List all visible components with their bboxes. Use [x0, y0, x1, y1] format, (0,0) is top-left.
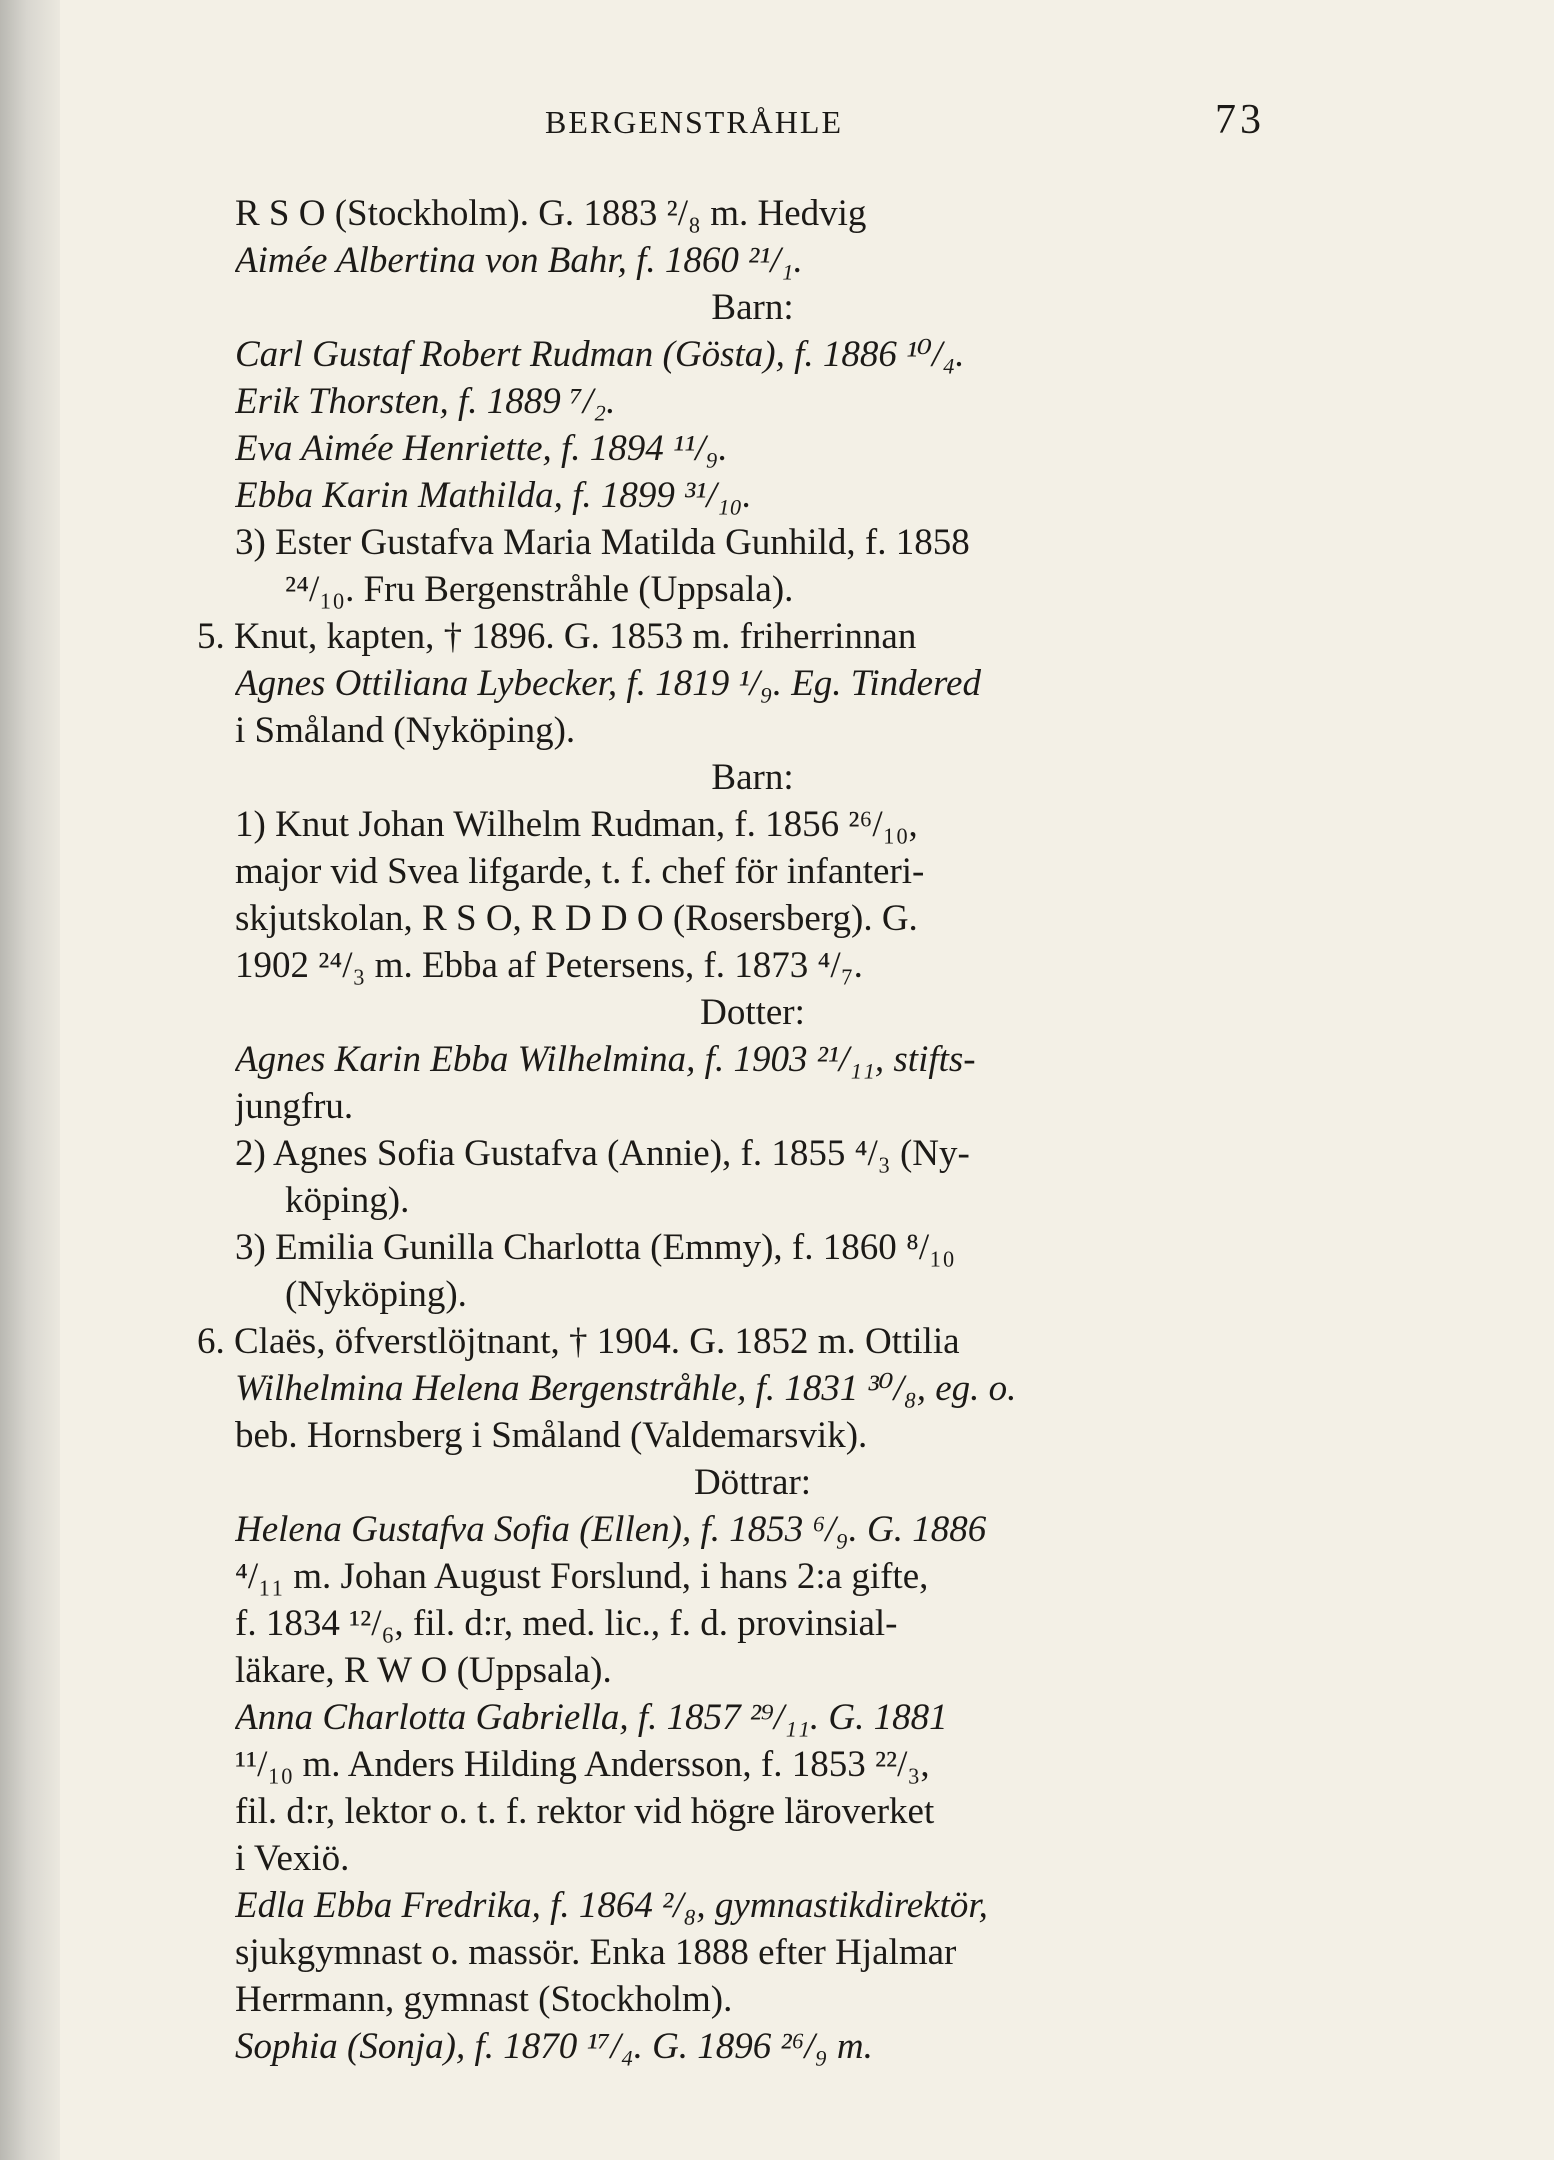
text-line: Erik Thorsten, f. 1889 ⁷/₂. [235, 381, 616, 422]
text-line: ¹¹/₁₀ m. Anders Hilding Andersson, f. 1853 ²²/₃, [235, 1744, 930, 1785]
text-line: 3) Ester Gustafva Maria Matilda Gunhild, f. 1858 [235, 522, 970, 563]
text-line: ⁴/₁₁ m. Johan August Forslund, i hans 2:a gifte, [235, 1556, 929, 1597]
text-line: Helena Gustafva Sofia (Ellen), f. 1853 ⁶/₉. G. 1886 [235, 1509, 987, 1550]
text-line: sjukgymnast o. massör. Enka 1888 efter Hjalmar [235, 1932, 957, 1973]
section-heading: Dotter: [700, 992, 805, 1033]
text-line: Ebba Karin Mathilda, f. 1899 ³¹/₁₀. [235, 475, 752, 516]
text-line: fil. d:r, lektor o. t. f. rektor vid högre läroverket [235, 1791, 935, 1832]
section-heading: Döttrar: [693, 1462, 812, 1503]
text-line: Wilhelmina Helena Bergenstråhle, f. 1831 ³⁰/₈, eg. o. [235, 1368, 1017, 1409]
text-line: köping). [285, 1180, 410, 1221]
text-line: Eva Aimée Henriette, f. 1894 ¹¹/₉. [235, 428, 728, 469]
section-heading: Barn: [711, 287, 794, 328]
text-line: 1) Knut Johan Wilhelm Rudman, f. 1856 ²⁶/₁₀, [235, 804, 918, 845]
genealogy-text [197, 190, 1270, 2070]
text-line: f. 1834 ¹²/₆, fil. d:r, med. lic., f. d. provinsial- [235, 1603, 898, 1644]
text-line: i Småland (Nyköping). [235, 710, 576, 751]
text-line: Herrmann, gymnast (Stockholm). [235, 1979, 733, 2020]
text-line: skjutskolan, R S O, R D D O (Rosersberg). G. [235, 898, 918, 939]
text-line: 6. Claës, öfverstlöjtnant, † 1904. G. 1852 m. Ottilia [197, 1321, 960, 1362]
section-heading: Barn: [711, 757, 794, 798]
text-line: i Vexiö. [235, 1838, 350, 1879]
text-line: Edla Ebba Fredrika, f. 1864 ²/₈, gymnastikdirektör, [235, 1885, 988, 1926]
text-line: beb. Hornsberg i Småland (Valdemarsvik). [235, 1415, 868, 1456]
text-line: läkare, R W O (Uppsala). [235, 1650, 612, 1691]
text-line: Aimée Albertina von Bahr, f. 1860 ²¹/₁. [235, 240, 803, 281]
text-line: major vid Svea lifgarde, t. f. chef för infanteri- [235, 851, 925, 892]
text-line: 3) Emilia Gunilla Charlotta (Emmy), f. 1860 ⁸/₁₀ [235, 1227, 955, 1268]
text-line: R S O (Stockholm). G. 1883 ²/₈ m. Hedvig [235, 193, 867, 234]
text-line: Agnes Karin Ebba Wilhelmina, f. 1903 ²¹/₁₁, stifts- [235, 1039, 976, 1080]
text-line: Agnes Ottiliana Lybecker, f. 1819 ¹/₉. Eg. Tindered [235, 663, 981, 704]
text-line: Anna Charlotta Gabriella, f. 1857 ²⁹/₁₁. G. 1881 [235, 1697, 948, 1738]
text-line: 2) Agnes Sofia Gustafva (Annie), f. 1855 ⁴/₃ (Ny- [235, 1133, 970, 1174]
running-header: BERGENSTRÅHLE [545, 104, 843, 140]
text-line: 5. Knut, kapten, † 1896. G. 1853 m. friherrinnan [197, 616, 917, 657]
page-number: 73 [1215, 97, 1265, 143]
text-line: Sophia (Sonja), f. 1870 ¹⁷/₄. G. 1896 ²⁶/₉ m. [235, 2026, 873, 2067]
text-line: (Nyköping). [285, 1274, 467, 1315]
text-line: jungfru. [235, 1086, 354, 1127]
text-line: ²⁴/₁₀. Fru Bergenstråhle (Uppsala). [285, 569, 794, 610]
text-line: 1902 ²⁴/₃ m. Ebba af Petersens, f. 1873 ⁴/₇. [235, 945, 863, 986]
text-line: Carl Gustaf Robert Rudman (Gösta), f. 1886 ¹⁰/₄. [235, 334, 965, 375]
